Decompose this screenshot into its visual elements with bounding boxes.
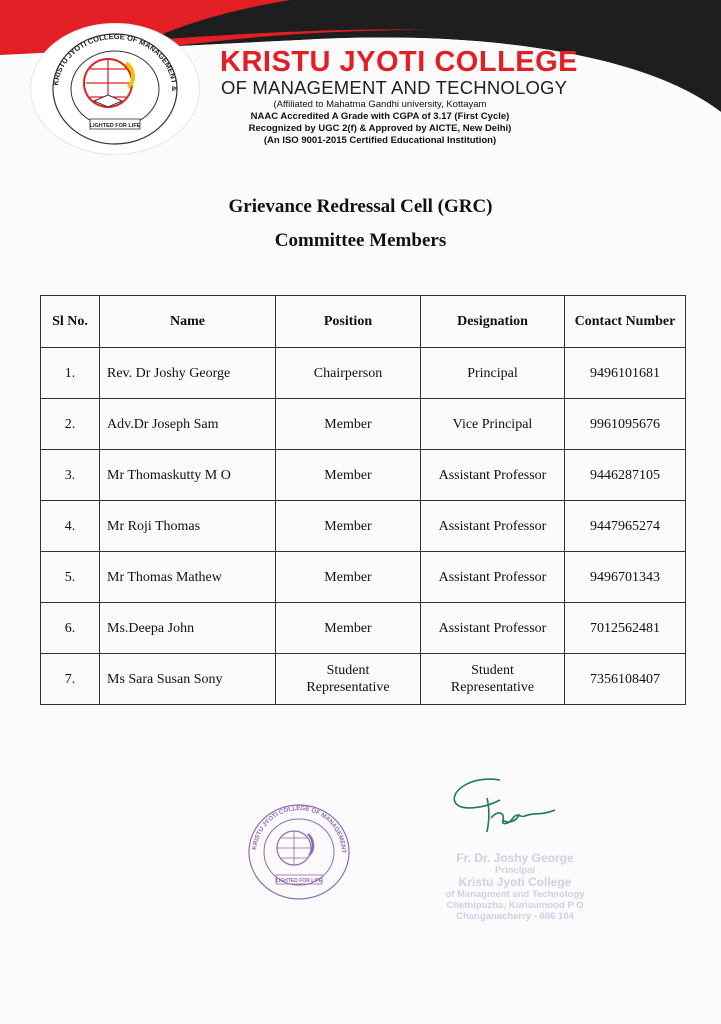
college-name: KRISTU JYOTI COLLEGE <box>220 46 579 78</box>
cell-position: Chairperson <box>276 348 421 399</box>
cell-name: Mr Thomaskutty M O <box>100 450 276 501</box>
cell-contact: 9446287105 <box>565 450 686 501</box>
signatory-name: Fr. Dr. Joshy George <box>456 851 574 865</box>
svg-text:KRISTU JYOTI COLLEGE OF MANAGE: KRISTU JYOTI COLLEGE OF MANAGEMENT & <box>51 31 180 92</box>
college-subtitle: OF MANAGEMENT AND TECHNOLOGY <box>221 77 568 98</box>
cell-position: Member <box>276 450 421 501</box>
cell-contact: 7356108407 <box>565 654 686 705</box>
column-header-designation: Designation <box>421 296 565 348</box>
svg-text:LIGHTED FOR LIFE: LIGHTED FOR LIFE <box>89 123 141 129</box>
table-row <box>41 603 686 654</box>
letterhead <box>0 0 721 175</box>
seal-stamp <box>244 796 354 900</box>
table-row <box>41 450 686 501</box>
cell-position: Member <box>276 603 421 654</box>
cell-designation: Vice Principal <box>421 399 565 450</box>
signatory-address: Changanacherry - 686 104 <box>456 911 574 922</box>
cell-name: Adv.Dr Joseph Sam <box>100 399 276 450</box>
cell-designation: Assistant Professor <box>421 552 565 603</box>
committee-members-table <box>40 295 686 705</box>
document-title: Grievance Redressal Cell (GRC) <box>228 196 493 217</box>
cell-contact: 7012562481 <box>565 603 686 654</box>
cell-contact: 9496701343 <box>565 552 686 603</box>
cell-sl-no: 6. <box>41 603 100 654</box>
signatory-address: Chethipuzha, Kurisumood P O <box>446 900 584 911</box>
cell-designation: Assistant Professor <box>421 501 565 552</box>
table-row <box>41 552 686 603</box>
cell-sl-no: 3. <box>41 450 100 501</box>
affiliation-line: (An ISO 9001-2015 Certified Educational Institution) <box>263 135 497 146</box>
cell-sl-no: 4. <box>41 501 100 552</box>
cell-contact: 9961095676 <box>565 399 686 450</box>
college-logo-emblem <box>30 23 200 155</box>
column-header-name: Name <box>100 296 276 348</box>
cell-designation: Assistant Professor <box>421 603 565 654</box>
svg-text:LIGHTED FOR LIFE: LIGHTED FOR LIFE <box>275 878 323 884</box>
table-row <box>41 654 686 705</box>
cell-position: Member <box>276 552 421 603</box>
svg-text:KRISTU JYOTI COLLEGE OF MANAGE: KRISTU JYOTI COLLEGE OF MANAGEMENT <box>251 804 348 854</box>
signatory-org-line: of Managment and Technology <box>445 889 585 900</box>
principal-signature <box>445 770 575 840</box>
cell-name: Ms.Deepa John <box>100 603 276 654</box>
cell-name: Rev. Dr Joshy George <box>100 348 276 399</box>
cell-contact: 9496101681 <box>565 348 686 399</box>
table-row <box>41 348 686 399</box>
affiliation-block <box>220 99 540 147</box>
cell-sl-no: 1. <box>41 348 100 399</box>
cell-designation: Principal <box>421 348 565 399</box>
college-logo <box>30 23 200 155</box>
cell-contact: 9447965274 <box>565 501 686 552</box>
signature-scribble <box>445 770 575 840</box>
table-header-row <box>41 296 686 348</box>
cell-sl-no: 7. <box>41 654 100 705</box>
document-subtitle: Committee Members <box>274 230 447 251</box>
affiliation-line: Recognized by UGC 2(f) & Approved by AICTE, New Delhi) <box>248 123 512 134</box>
cell-name: Ms Sara Susan Sony <box>100 654 276 705</box>
column-header-contact-number: Contact Number <box>565 296 686 348</box>
cell-name: Mr Roji Thomas <box>100 501 276 552</box>
college-seal <box>244 796 354 900</box>
cell-position: Student Representative <box>276 654 421 705</box>
cell-name: Mr Thomas Mathew <box>100 552 276 603</box>
cell-designation: Assistant Professor <box>421 450 565 501</box>
affiliation-line: NAAC Accredited A Grade with CGPA of 3.17 (First Cycle) <box>250 111 510 122</box>
column-header-position: Position <box>276 296 421 348</box>
cell-sl-no: 2. <box>41 399 100 450</box>
cell-position: Member <box>276 399 421 450</box>
cell-position: Member <box>276 501 421 552</box>
table-row <box>41 399 686 450</box>
affiliation-line: (Affiliated to Mahatma Gandhi university, Kottayam <box>273 99 487 110</box>
cell-sl-no: 5. <box>41 552 100 603</box>
signatory-org: Kristu Jyoti College <box>458 875 572 889</box>
cell-designation: Student Representative <box>421 654 565 705</box>
signatory-title: Principal <box>494 865 536 876</box>
table-row <box>41 501 686 552</box>
signatory-block <box>420 852 610 922</box>
column-header-sl-no: Sl No. <box>41 296 100 348</box>
